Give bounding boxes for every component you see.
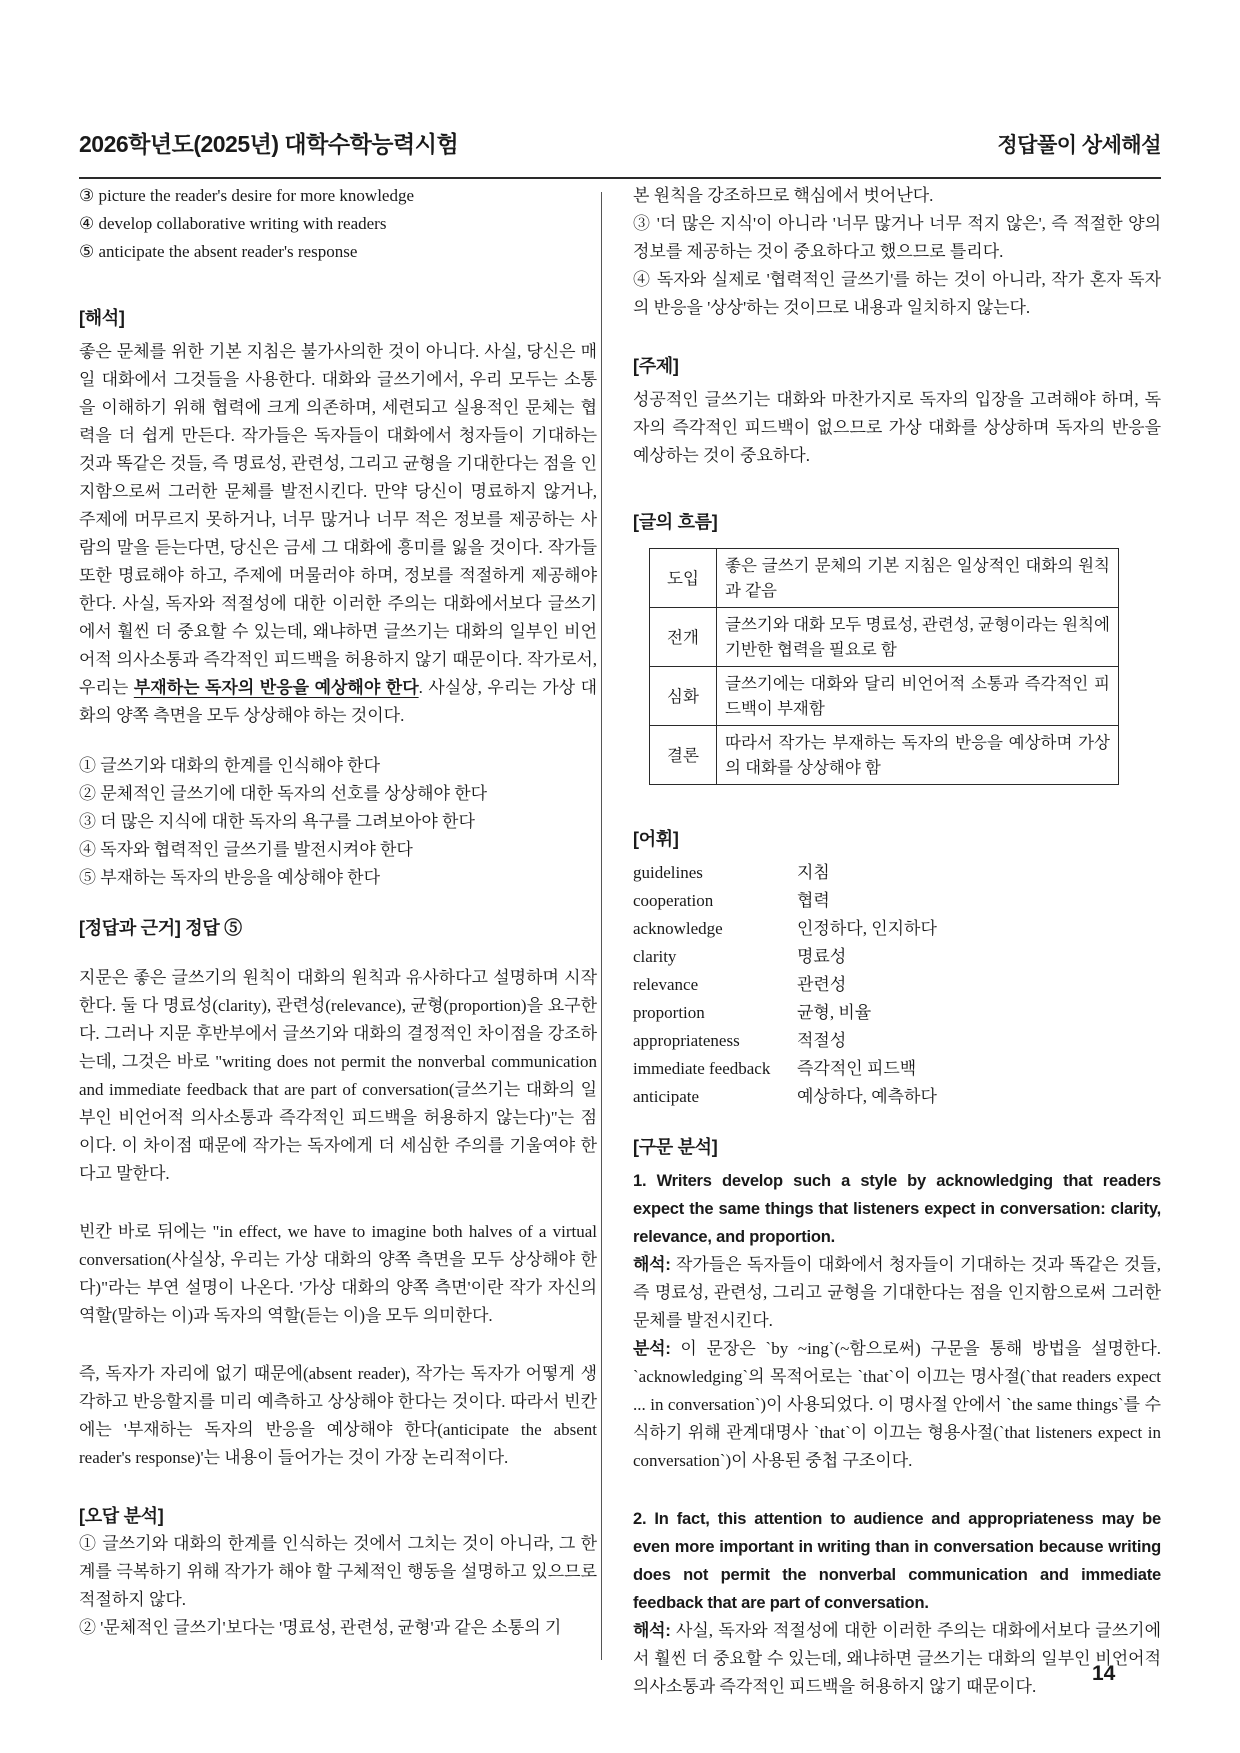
answer-choice-ko: ④ 독자와 협력적인 글쓰기를 발전시켜야 한다 [79,840,413,859]
flow-section-title: [글의 흐름] [633,512,718,532]
vocab-list [633,859,1161,1111]
analysis-paragraph: 빈칸 바로 뒤에는 "in effect, we have to imagine both halves of a virtual conversation(사실상, 우리는 가상 대화의 양쪽 측면을 모두 상상해야 한다)"라는 부연 설명이 나온다. '가상 대화의 양쪽 측면'이란 작가 자신의 역할(말하는 이)과 독자의 역할(듣는 이)을 모두 의미한다. [79,1222,597,1325]
answer-choice-ko: ① 글쓰기와 대화의 한계를 인식해야 한다 [79,756,381,775]
topic-section-title: [주제] [633,356,679,376]
flow-row [650,608,1119,667]
document-type-title: 정답풀이 상세해설 [997,134,1161,157]
answer-basis-title: [정답과 근거] 정답 ⑤ [79,918,242,938]
wrong-answer-section-title: [오답 분석] [79,1506,164,1526]
wrong-answer-item: ④ 독자와 실제로 '협력적인 글쓰기'를 하는 것이 아니라, 작가 혼자 독자의 반응을 '상상'하는 것이므로 내용과 일치하지 않는다. [633,270,1161,317]
translation-highlight: 부재하는 독자의 반응을 예상해야 한다 [133,678,419,697]
vocab-item [633,1055,1161,1083]
flow-row-text: 좋은 글쓰기 문체의 기본 지침은 일상적인 대화의 원칙과 같음 [717,549,1119,608]
syntax-translation-text: 사실, 독자와 적절성에 대한 이러한 주의는 대화에서보다 글쓰기에서 훨씬 더 중요할 수 있는데, 왜냐하면 글쓰기는 대화의 일부인 비언어적 의사소통과 즉각적인 피드백을 허용하지 않기 때문이다. [633,1621,1161,1696]
analysis-paragraph: 즉, 독자가 자리에 없기 때문에(absent reader), 작가는 독자가 어떻게 생각하고 반응할지를 미리 예측하고 상상해야 한다는 것이다. 따라서 빈칸에는 '부재하는 독자의 반응을 예상해야 한다(anticipate the absent reader's response)'는 내용이 들어가는 것이 가장 논리적이다. [79,1364,597,1467]
answer-choice-en: ⑤ anticipate the absent reader's response [79,242,358,261]
vocab-item [633,999,1161,1027]
header-divider-line [79,177,1161,179]
flow-row-label: 결론 [650,726,717,785]
wrong-answer-continuation: 본 원칙을 강조하므로 핵심에서 벗어난다. [633,186,934,205]
flow-row-text: 글쓰기에는 대화와 달리 비언어적 소통과 즉각적인 피드백이 부재함 [717,667,1119,726]
syntax-sentence: 1. Writers develop such a style by acknowledging that readers expect the same things that listeners expect in conversation: clarity, relevance, and proportion. [633,1172,1161,1246]
syntax-analysis [633,1335,1161,1475]
flow-row-label: 도입 [650,549,717,608]
translation-paragraph [79,338,597,730]
vocab-item [633,1083,1161,1111]
answer-choice-en: ③ picture the reader's desire for more knowledge [79,186,415,205]
answer-choice-ko: ③ 더 많은 지식에 대한 독자의 욕구를 그려보아야 한다 [79,812,475,831]
vocab-meaning: 지침 [797,863,830,882]
translation-before: 좋은 문체를 위한 기본 지침은 불가사의한 것이 아니다. 사실, 당신은 매일 대화에서 그것들을 사용한다. 대화와 글쓰기에서, 우리 모두는 소통을 이해하기 위해 협력에 크게 의존하며, 세련되고 실용적인 문체는 협력을 더 쉽게 만든다. 작가들은 독자들이 대화에서 청자들이 기대하는 것과 똑같은 것들, 즉 명료성, 관련성, 그리고 균형을 기대한다는 점을 인지함으로써 그러한 문체를 발전시킨다. 만약 당신이 명료하지 않거나, 주제에 머무르지 못하거나, 너무 많거나 너무 적은 정보를 제공하는 사람의 말을 듣는다면, 당신은 금세 그 대화에 흥미를 잃을 것이다. 작가들 또한 명료해야 하고, 주제에 머물러야 하며, 정보를 적절하게 제공해야 한다. 사실, 독자와 적절성에 대한 이러한 주의는 대화에서보다 글쓰기에서 훨씬 더 중요할 수 있는데, 왜냐하면 글쓰기는 대화의 일부인 비언어적 의사소통과 즉각적인 피드백을 허용하지 않기 때문이다. 작가로서, 우리는 [79,342,597,697]
flow-table [649,548,1119,785]
vocab-meaning: 협력 [797,891,830,910]
translation-after: . 사실상, 우리는 가상 대화의 양쪽 측면을 모두 상상해야 하는 것이다. [79,678,597,725]
page-header [79,126,1161,159]
flow-row-label: 전개 [650,608,717,667]
vocab-meaning: 명료성 [797,947,847,966]
vocab-item [633,915,1161,943]
syntax-translation [633,1617,1161,1701]
vocab-term: proportion [633,1003,705,1022]
answer-choice-ko: ⑤ 부재하는 독자의 반응을 예상해야 한다 [79,868,381,887]
flow-row [650,549,1119,608]
topic-text: 성공적인 글쓰기는 대화와 마찬가지로 독자의 입장을 고려해야 하며, 독자의 즉각적인 피드백이 없으므로 가상 대화를 상상하며 독자의 반응을 예상하는 것이 중요하다. [633,390,1161,465]
syntax-item [633,1505,1161,1701]
syntax-translation-label: 해석: [633,1621,671,1640]
flow-row [650,726,1119,785]
vocab-item [633,943,1161,971]
flow-row [650,667,1119,726]
vocab-term: cooperation [633,891,714,910]
flow-row-text: 따라서 작가는 부재하는 독자의 반응을 예상하며 가상의 대화를 상상해야 함 [717,726,1119,785]
syntax-item [633,1167,1161,1475]
vocab-meaning: 예상하다, 예측하다 [797,1087,937,1106]
vocab-term: acknowledge [633,919,723,938]
answer-choice-ko: ② 문체적인 글쓰기에 대한 독자의 선호를 상상해야 한다 [79,784,488,803]
wrong-answer-item: ③ '더 많은 지식'이 아니라 '너무 많거나 너무 적지 않은', 즉 적절한 양의 정보를 제공하는 것이 중요하다고 했으므로 틀리다. [633,214,1161,261]
vocab-term: appropriateness [633,1031,740,1050]
vocab-term: immediate feedback [633,1059,771,1078]
page-number: 14 [1092,1662,1116,1685]
vocab-item [633,859,1161,887]
translation-section-title: [해석] [79,308,125,328]
vocab-meaning: 관련성 [797,975,847,994]
vocab-meaning: 적절성 [797,1031,847,1050]
vocab-meaning: 균형, 비율 [797,1003,872,1022]
vocab-item [633,1027,1161,1055]
vocab-term: guidelines [633,863,703,882]
syntax-translation [633,1251,1161,1335]
syntax-translation-label: 해석: [633,1255,671,1274]
vocab-item [633,971,1161,999]
left-column [79,182,597,1642]
syntax-section-title: [구문 분석] [633,1137,718,1157]
wrong-answer-item: ② '문체적인 글쓰기'보다는 '명료성, 관련성, 균형'과 같은 소통의 기 [79,1618,562,1637]
vocab-section-title: [어휘] [633,829,679,849]
vocab-meaning: 인정하다, 인지하다 [797,919,937,938]
vocab-item [633,887,1161,915]
syntax-sentence: 2. In fact, this attention to audience and appropriateness may be even more important in writing than in conversation because writing does not permit the nonverbal communication and immediate feedback that are part of conversation. [633,1510,1161,1612]
syntax-analysis-label: 분석: [633,1339,671,1358]
answer-choice-en: ④ develop collaborative writing with readers [79,214,387,233]
wrong-answer-item: ① 글쓰기와 대화의 한계를 인식하는 것에서 그치는 것이 아니라, 그 한계를 극복하기 위해 작가가 해야 할 구체적인 행동을 설명하고 있으므로 적절하지 않다. [79,1534,597,1609]
flow-row-label: 심화 [650,667,717,726]
vocab-term: clarity [633,947,677,966]
vocab-term: anticipate [633,1087,700,1106]
exam-title: 2026학년도(2025년) 대학수학능력시험 [79,131,459,157]
analysis-paragraph: 지문은 좋은 글쓰기의 원칙이 대화의 원칙과 유사하다고 설명하며 시작한다. 둘 다 명료성(clarity), 관련성(relevance), 균형(proportion)을 요구한다. 그러나 지문 후반부에서 글쓰기와 대화의 결정적인 차이점을 강조하는데, 그것은 바로 "writing does not permit the nonverbal communication and immediate feedback that are part of conversation(글쓰기는 대화의 일부인 비언어적 의사소통과 즉각적인 피드백을 허용하지 않는다)"는 점이다. 이 차이점 때문에 작가는 독자에게 더 세심한 주의를 기울여야 한다고 말한다. [79,968,597,1183]
syntax-analysis-text: 이 문장은 `by ~ing`(~함으로써) 구문을 통해 방법을 설명한다. `acknowledging`의 목적어로는 `that`이 이끄는 명사절(`that readers expect ... in conversation`)이 사용되었다. 이 명사절 안에서 `the same things`를 수식하기 위해 관계대명사 `that`이 이끄는 형용사절(`that listeners expect in conversation`)이 사용된 중첩 구조이다. [633,1339,1162,1470]
right-column [633,182,1161,1701]
column-divider-line [601,192,602,1660]
syntax-translation-text: 작가들은 독자들이 대화에서 청자들이 기대하는 것과 똑같은 것들, 즉 명료성, 관련성, 그리고 균형을 기대한다는 점을 인지함으로써 그러한 문체를 발전시킨다. [633,1255,1161,1330]
vocab-meaning: 즉각적인 피드백 [797,1059,917,1078]
flow-row-text: 글쓰기와 대화 모두 명료성, 관련성, 균형이라는 원칙에 기반한 협력을 필요로 함 [717,608,1119,667]
answer-choices-ko [79,752,597,892]
vocab-term: relevance [633,975,699,994]
